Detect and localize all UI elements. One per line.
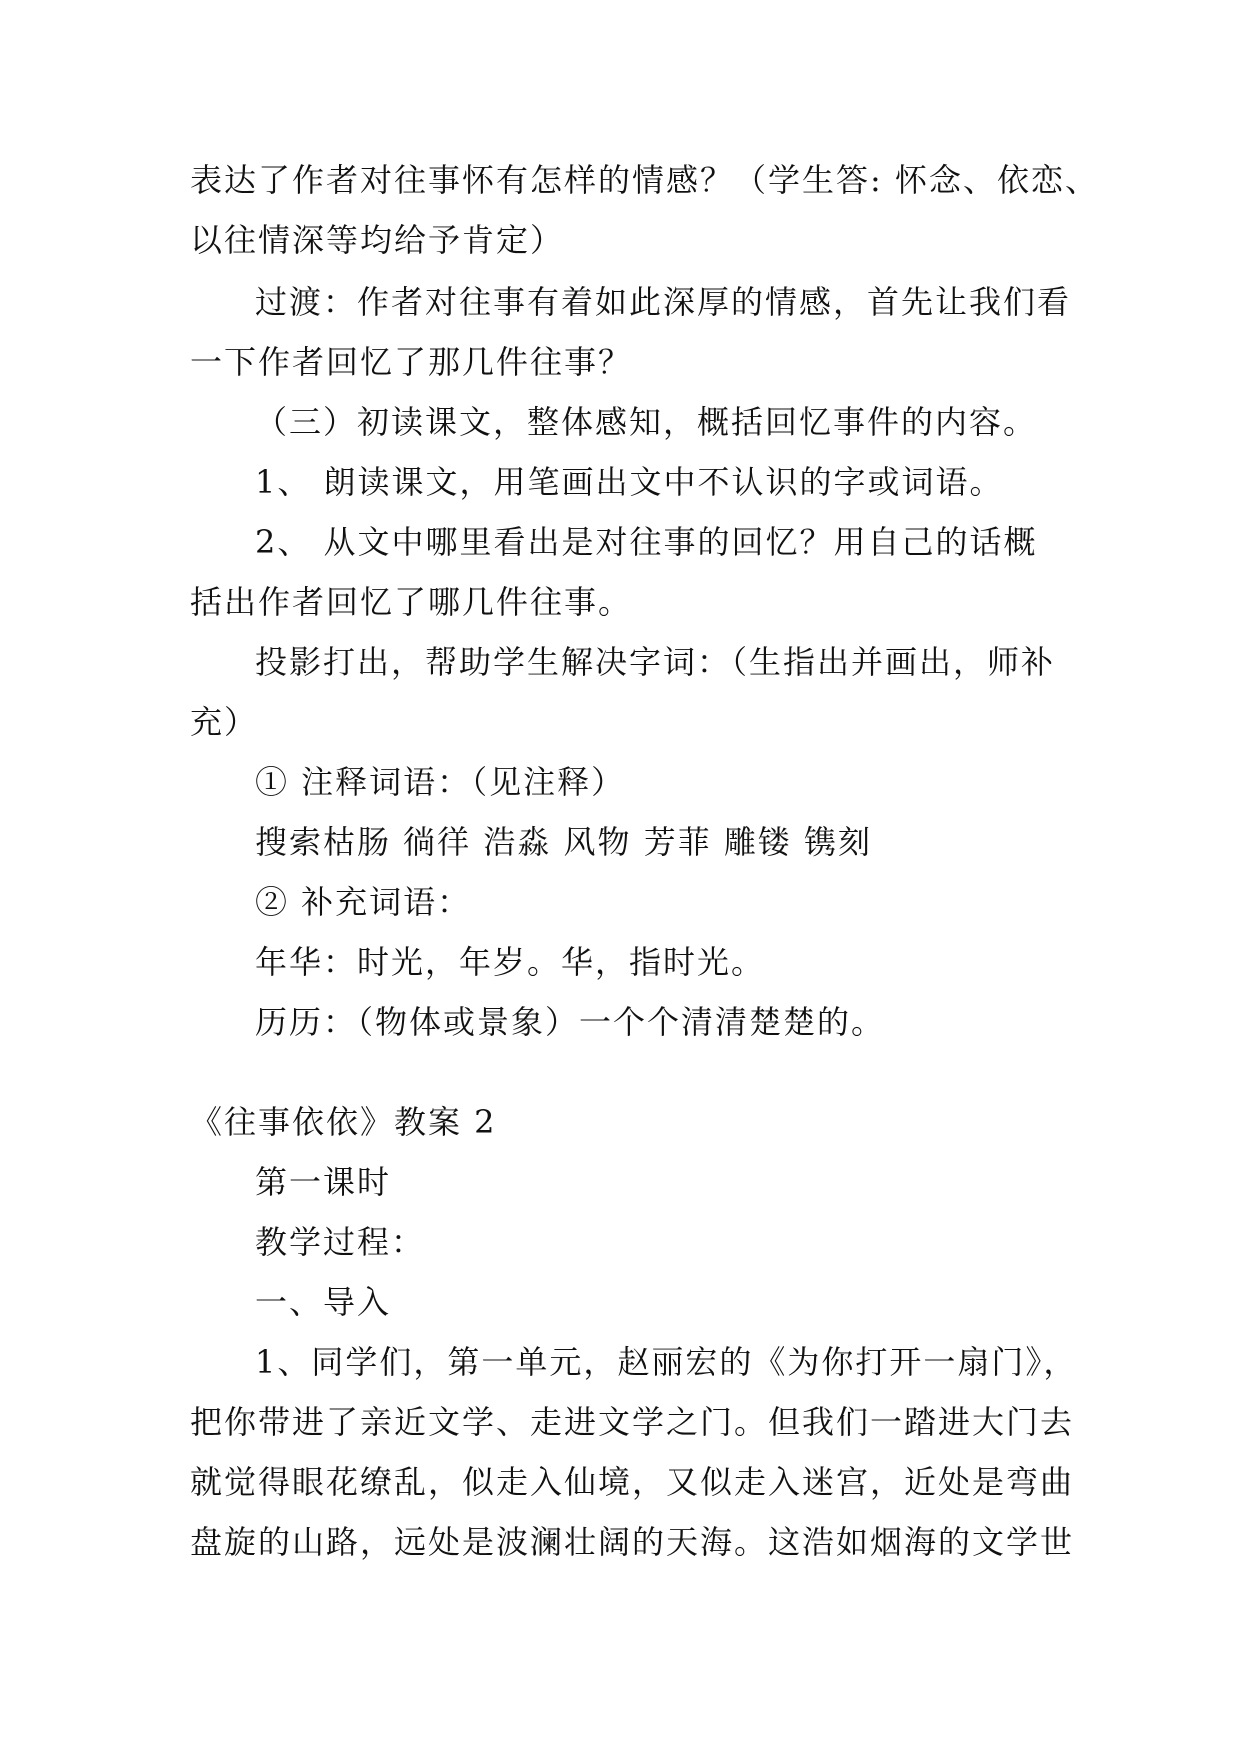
text-line: （三）初读课文，整体感知，概括回忆事件的内容。 [255,403,1038,441]
text-line: 括出作者回忆了哪几件往事。 [190,583,633,621]
text-line: 把你带进了亲近文学、走进文学之门。但我们一踏进大门去 [190,1403,1075,1441]
text-line: 年华：时光，年岁。华，指时光。 [255,943,766,981]
text-line: 充） [190,703,259,741]
text-line: 1、同学们，第一单元，赵丽宏的《为你打开一扇门》， [255,1343,1078,1381]
text-line: 盘旋的山路，远处是波澜壮阔的天海。这浩如烟海的文学世 [190,1523,1075,1561]
text-line: 历历：（物体或景象）一个个清清楚楚的。 [255,1003,886,1041]
text-line: 教学过程： [255,1223,426,1261]
text-line: 2、 从文中哪里看出是对往事的回忆？用自己的话概 [255,523,1038,561]
text-line: 表达了作者对往事怀有怎样的情感？（学生答: 怀念、依恋、 [190,161,1099,199]
text-line: 过渡：作者对往事有着如此深厚的情感，首先让我们看 [255,283,1072,321]
text-line: 1、 朗读课文，用笔画出文中不认识的字或词语。 [255,463,1004,501]
text-line: ② 补充词语： [255,883,472,921]
text-line: 一、导入 [255,1283,392,1321]
section-heading: 《往事依依》教案 2 [190,1103,497,1141]
text-line: ① 注释词语：（见注释） [255,763,626,801]
text-line: 一下作者回忆了那几件往事？ [190,343,633,381]
text-line: 第一课时 [255,1163,392,1201]
text-line: 投影打出，帮助学生解决字词：（生指出并画出，师补 [255,643,1056,681]
text-line: 搜索枯肠 徜徉 浩淼 风物 芳菲 雕镂 镌刻 [255,823,873,861]
text-line: 以往情深等均给予肯定） [190,221,565,259]
text-line: 就觉得眼花缭乱，似走入仙境，又似走入迷宫，近处是弯曲 [190,1463,1075,1501]
